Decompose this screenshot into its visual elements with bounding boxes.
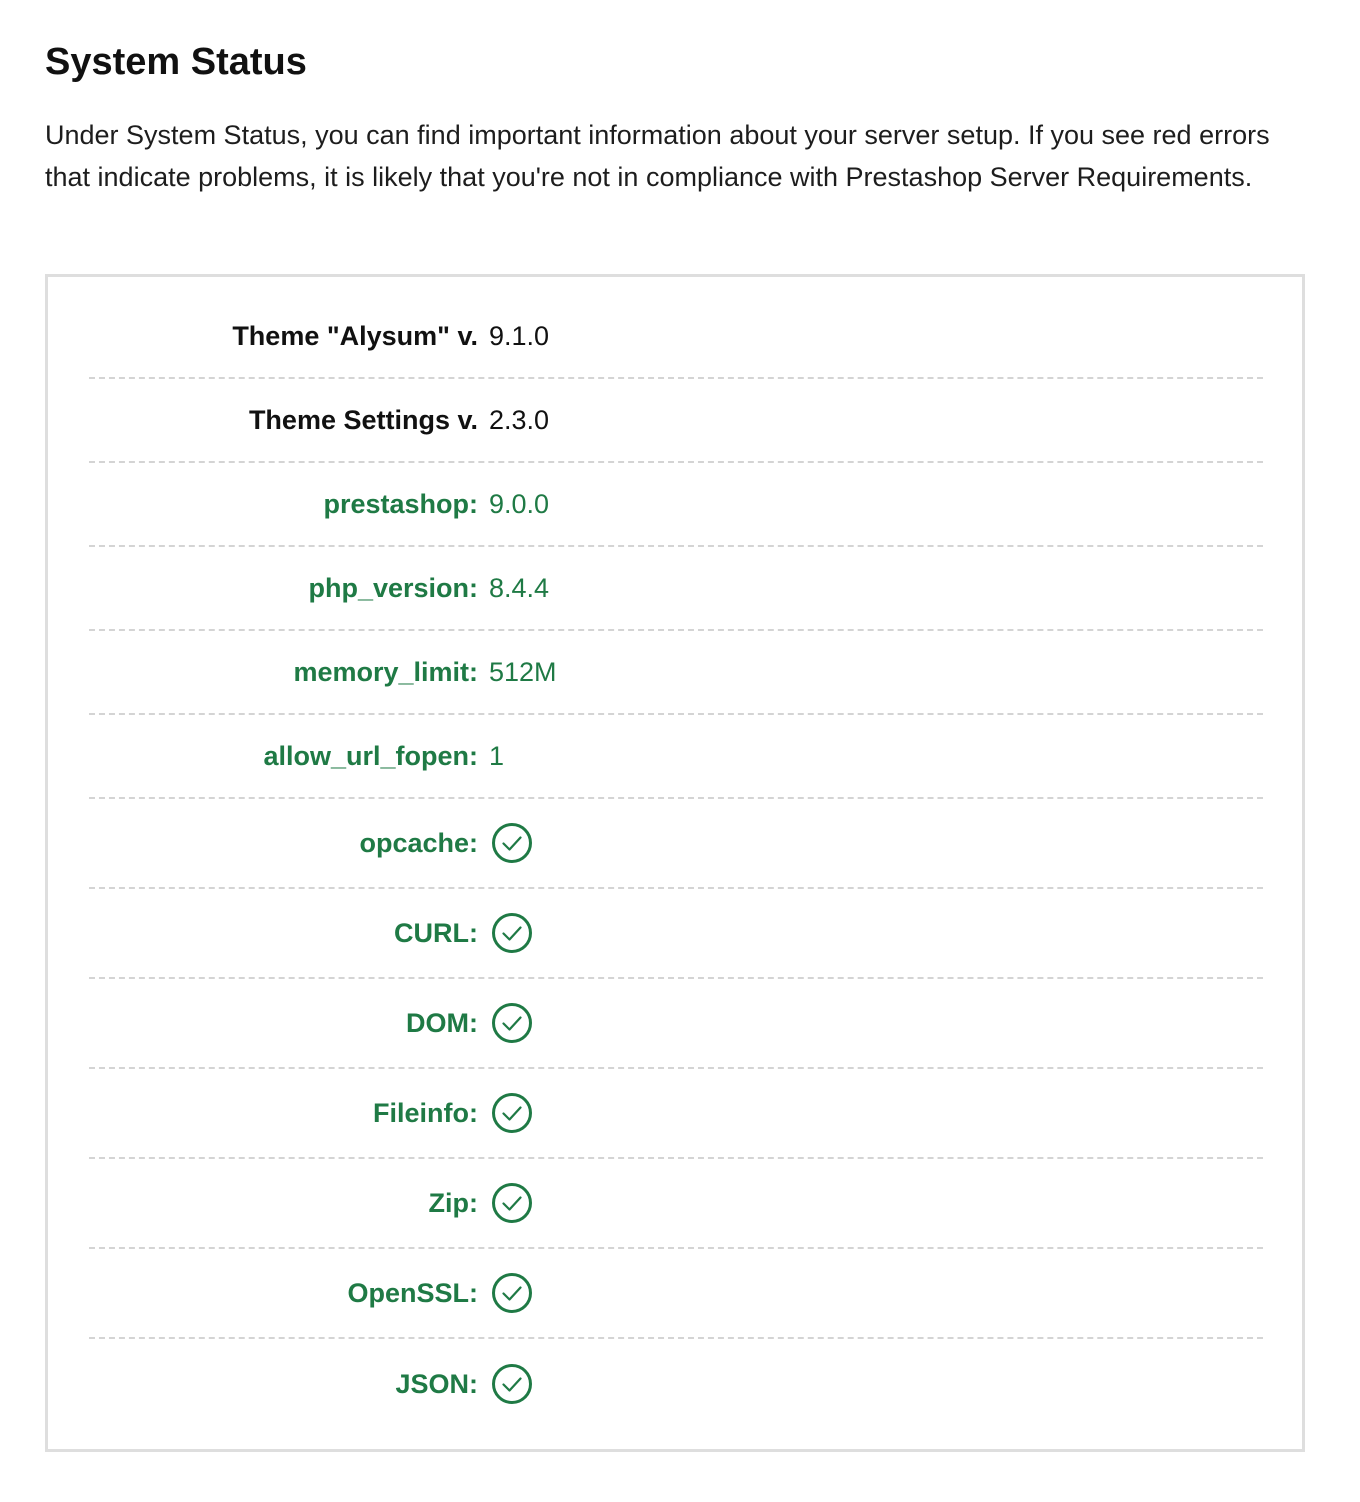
status-row-allow-url-fopen <box>89 715 1263 799</box>
status-label: opcache: <box>359 827 478 858</box>
status-row-opcache <box>89 799 1263 889</box>
status-value: 9.1.0 <box>489 320 550 351</box>
status-row-fileinfo <box>89 1069 1263 1159</box>
intro-text: Under System Status, you can find important information about your server setup. If you see red errors that indicate problems, it is likely that you're not in compliance with Prestashop Server Requirements. <box>45 120 1270 192</box>
status-label: OpenSSL: <box>347 1277 478 1308</box>
status-row-prestashop <box>89 463 1263 547</box>
status-value: 512M <box>489 656 557 687</box>
check-circle-icon <box>491 1002 533 1044</box>
status-row-dom <box>89 979 1263 1069</box>
check-circle-icon <box>491 1363 533 1405</box>
status-label: php_version: <box>308 572 478 603</box>
check-circle-icon <box>491 1092 533 1134</box>
system-status-page <box>45 38 1305 1399</box>
status-label: Zip: <box>428 1187 478 1218</box>
status-row-php-version <box>89 547 1263 631</box>
check-circle-icon <box>491 912 533 954</box>
status-row-json <box>89 1339 1263 1429</box>
status-label: JSON: <box>395 1368 478 1399</box>
status-row-zip <box>89 1159 1263 1249</box>
status-label: memory_limit: <box>293 656 478 687</box>
status-value: 9.0.0 <box>489 488 550 519</box>
page-title: System Status <box>45 41 307 83</box>
status-panel <box>45 274 1305 1452</box>
check-circle-icon <box>491 1182 533 1224</box>
status-value: 1 <box>489 740 505 771</box>
status-label: Theme "Alysum" v. <box>232 320 478 351</box>
status-row-theme <box>89 295 1263 379</box>
status-row-openssl <box>89 1249 1263 1339</box>
status-label: allow_url_fopen: <box>263 740 478 771</box>
status-label: Fileinfo: <box>373 1097 478 1128</box>
status-label: DOM: <box>406 1007 478 1038</box>
status-row-theme-settings <box>89 379 1263 463</box>
status-label: CURL: <box>394 917 478 948</box>
status-value: 2.3.0 <box>489 404 550 435</box>
status-label: Theme Settings v. <box>248 404 478 435</box>
status-value: 8.4.4 <box>489 572 550 603</box>
check-circle-icon <box>491 822 533 864</box>
status-label: prestashop: <box>323 488 478 519</box>
status-row-memory-limit <box>89 631 1263 715</box>
status-row-curl <box>89 889 1263 979</box>
check-circle-icon <box>491 1272 533 1314</box>
status-list <box>89 295 1263 1429</box>
